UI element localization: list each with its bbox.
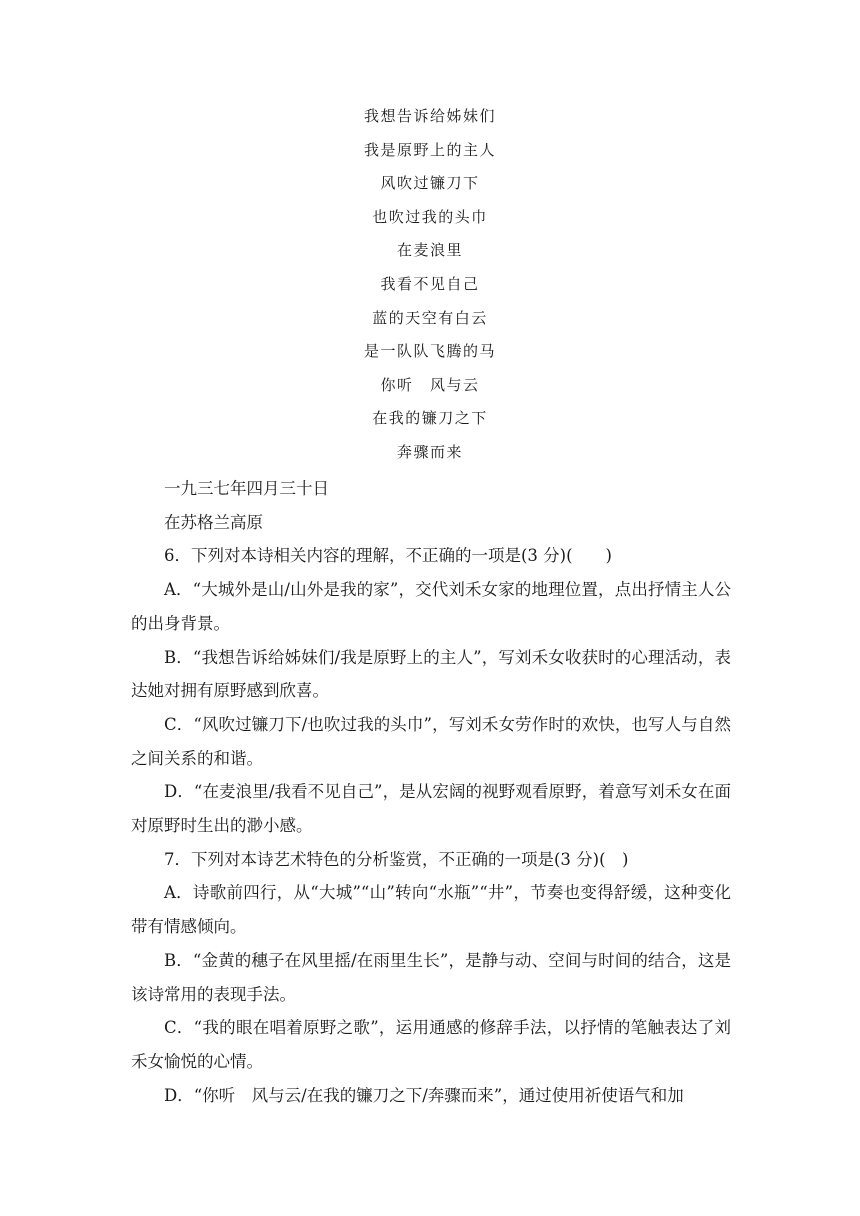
question-6-option-c: C．“风吹过镰刀下/也吹过我的头巾”，写刘禾女劳作时的欢快，也写人与自然之间关系的和谐。 [131,714,731,768]
poem [0,100,860,470]
question-6-option-d: D．“在麦浪里/我看不见自己”，是从宏阔的视野观看原野，着意写刘禾女在面对原野时生出的渺小感。 [131,782,731,836]
poem-line: 在我的镰刀之下 [372,409,488,428]
poem-line: 风吹过镰刀下 [380,174,480,193]
question-7-option-d: D．“你听 风与云/在我的镰刀之下/奔骤而来”，通过使用祈使语气和加 [164,1085,684,1105]
poem-line: 你听 风与云 [380,375,480,394]
poem-line: 我想告诉给姊妹们 [363,107,496,125]
poem-place: 在苏格兰高原 [164,512,263,532]
poem-line: 我是原野上的主人 [363,140,496,159]
poem-line: 是一队队飞腾的马 [363,342,496,361]
poem-line: 奔骤而来 [396,442,463,461]
poem-line: 我看不见自己 [380,274,480,293]
poem-line: 蓝的天空有白云 [372,308,488,327]
question-7-option-b: B．“金黄的穗子在风里摇/在雨里生长”，是静与动、空间与时间的结合，这是该诗常用的表现手法。 [131,950,731,1004]
question-6-option-a: A．“大城外是山/山外是我的家”，交代刘禾女家的地理位置，点出抒情主人公的出身背景。 [131,580,731,633]
poem-line: 也吹过我的头巾 [372,207,488,226]
question-6-stem: 6．下列对本诗相关内容的理解，不正确的一项是(3 分)( ) [164,546,612,566]
question-6-option-b: B．“我想告诉给姊妹们/我是原野上的主人”，写刘禾女收获时的心理活动，表达她对拥有原野感到欣喜。 [131,647,731,701]
poem-line: 在麦浪里 [396,241,463,260]
question-7-option-c: C．“我的眼在唱着原野之歌”，运用通感的修辞手法，以抒情的笔触表达了刘禾女愉悦的心情。 [131,1018,731,1071]
question-7-stem: 7．下列对本诗艺术特色的分析鉴赏，不正确的一项是(3 分)( ) [164,849,629,869]
question-7-option-a: A．诗歌前四行，从“大城”“山”转向“水瓶”“井”，节奏也变得舒缓，这种变化带有情感倾向。 [131,883,731,937]
poem-date: 一九三七年四月三十日 [164,479,329,498]
questions-section [131,472,731,1112]
